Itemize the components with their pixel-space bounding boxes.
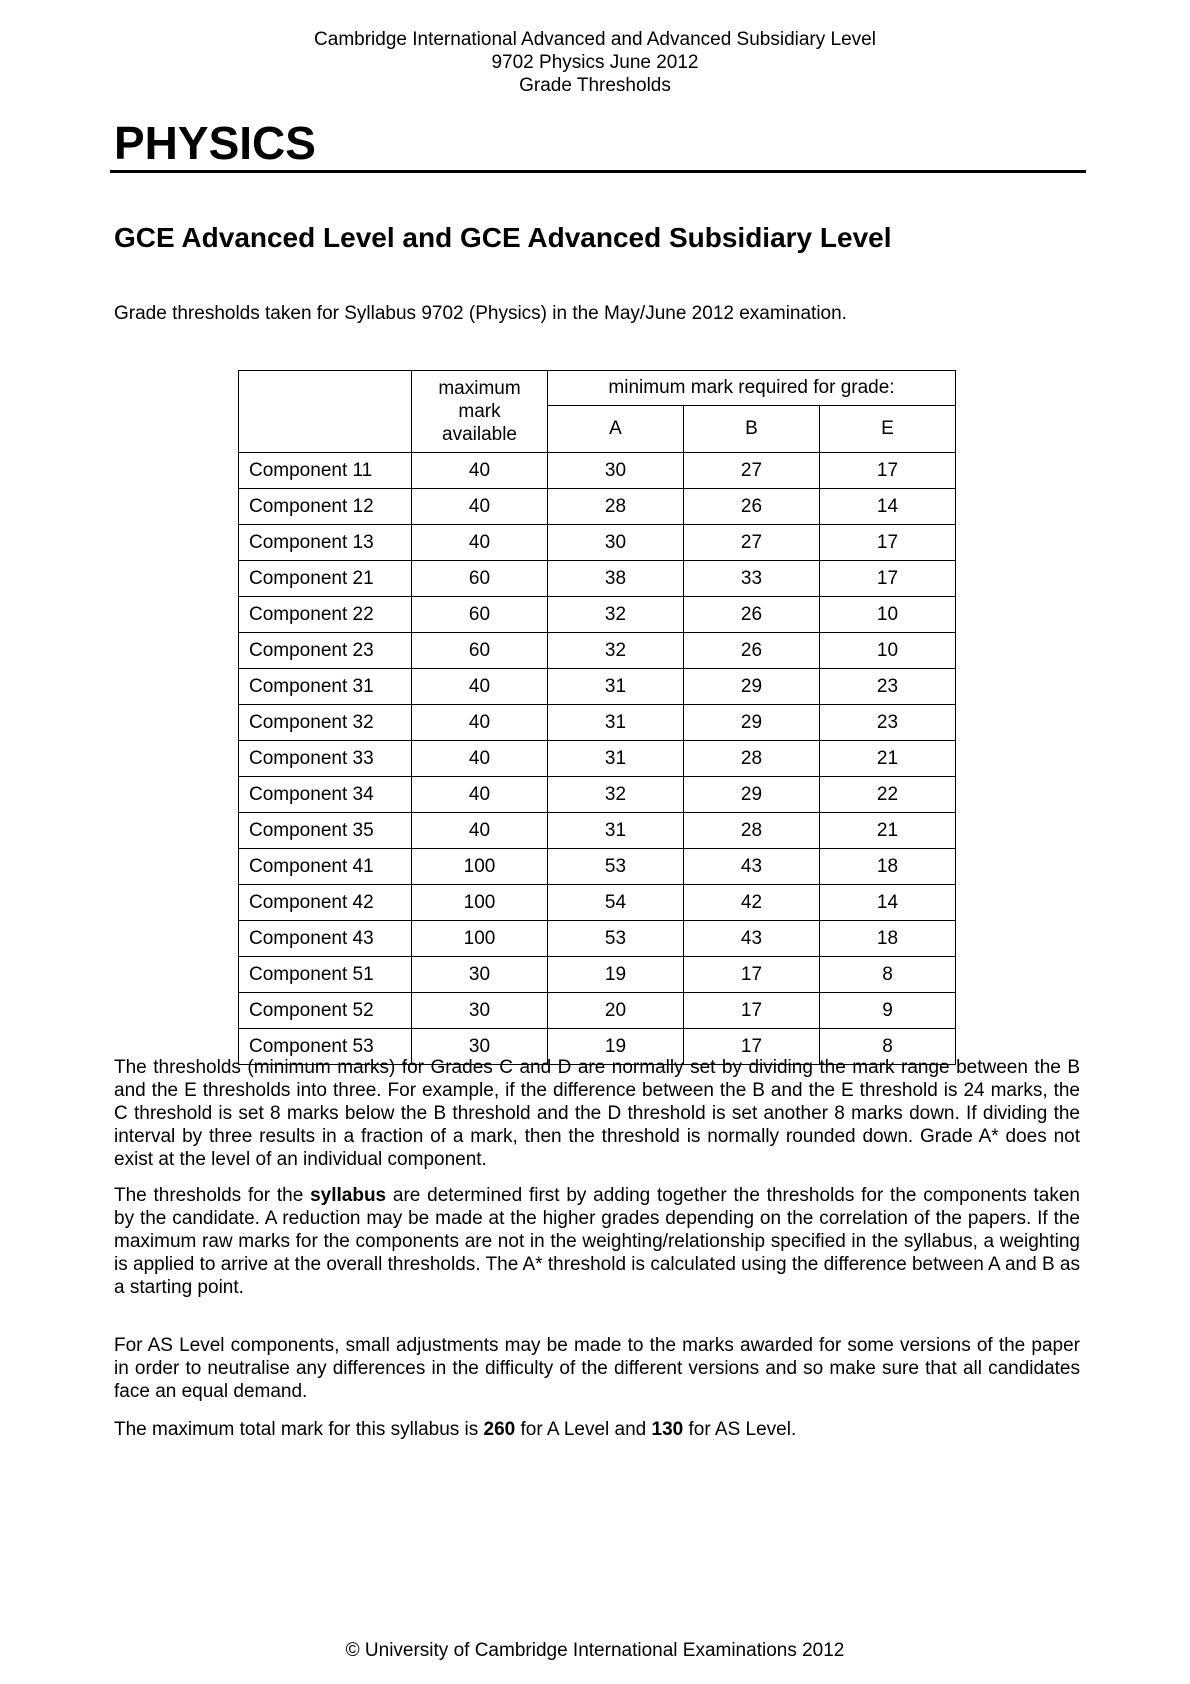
subject-title: PHYSICS: [114, 117, 316, 169]
grade-e-mark: 10: [820, 633, 956, 669]
component-name: Component 35: [239, 813, 412, 849]
table-row: [239, 777, 956, 813]
page-header: [0, 28, 1190, 97]
component-name: Component 22: [239, 597, 412, 633]
grade-a-mark: 30: [548, 453, 684, 489]
table-row: [239, 561, 956, 597]
component-name: Component 41: [239, 849, 412, 885]
grade-b-mark: 17: [684, 993, 820, 1029]
component-name: Component 21: [239, 561, 412, 597]
table-row: [239, 525, 956, 561]
table-row: [239, 669, 956, 705]
table-row: [239, 453, 956, 489]
component-name: Component 53: [239, 1029, 412, 1065]
component-name: Component 12: [239, 489, 412, 525]
grade-b-mark: 28: [684, 741, 820, 777]
max-mark-header: maximum mark available: [412, 371, 548, 453]
grade-a-mark: 19: [548, 957, 684, 993]
grade-b-mark: 42: [684, 885, 820, 921]
intro-text: Grade thresholds taken for Syllabus 9702 (Physics) in the May/June 2012 examination.: [114, 303, 847, 324]
grade-e-mark: 23: [820, 705, 956, 741]
level-heading: GCE Advanced Level and GCE Advanced Subsidiary Level: [114, 222, 892, 253]
grade-b-header: B: [684, 406, 820, 453]
component-name: Component 31: [239, 669, 412, 705]
grade-a-mark: 19: [548, 1029, 684, 1065]
grade-e-mark: 17: [820, 561, 956, 597]
maximum-mark: 100: [412, 885, 548, 921]
grade-a-mark: 31: [548, 669, 684, 705]
grade-b-mark: 17: [684, 1029, 820, 1065]
maximum-mark: 40: [412, 813, 548, 849]
header-line-1: Cambridge International Advanced and Advanced Subsidiary Level: [314, 29, 876, 50]
grade-b-mark: 43: [684, 849, 820, 885]
grade-a-mark: 20: [548, 993, 684, 1029]
grade-threshold-table: [238, 370, 956, 1065]
header-line-2: 9702 Physics June 2012: [491, 52, 699, 73]
table-row: [239, 741, 956, 777]
table-row: [239, 705, 956, 741]
grade-b-mark: 43: [684, 921, 820, 957]
component-name: Component 11: [239, 453, 412, 489]
maximum-mark: 60: [412, 597, 548, 633]
maximum-mark: 100: [412, 849, 548, 885]
component-name: Component 23: [239, 633, 412, 669]
grade-b-mark: 29: [684, 777, 820, 813]
header-line-3: Grade Thresholds: [519, 75, 671, 96]
maximum-mark: 60: [412, 633, 548, 669]
grade-b-mark: 29: [684, 669, 820, 705]
paragraph-syllabus-thresholds: The thresholds for the syllabus are determined first by adding together the thresholds for the components taken by the candidate. A reduction may be made at the higher grades depending on the correlation of the papers. If the maximum raw marks for the components are not in the weighting/relationship specified in the syllabus, a weighting is applied to arrive at the overall thresholds. The A* threshold is calculated using the difference between A and B as a starting point.: [114, 1185, 1080, 1298]
table-row: [239, 813, 956, 849]
maximum-mark: 30: [412, 993, 548, 1029]
grade-e-mark: 18: [820, 849, 956, 885]
maximum-mark: 40: [412, 741, 548, 777]
maximum-mark: 40: [412, 453, 548, 489]
a-level-total: 260: [483, 1419, 516, 1440]
paragraph-maximum-total: The maximum total mark for this syllabus is 260 for A Level and 130 for AS Level.: [114, 1419, 797, 1440]
grade-a-mark: 32: [548, 597, 684, 633]
component-name: Component 34: [239, 777, 412, 813]
grade-b-mark: 27: [684, 525, 820, 561]
grade-a-mark: 32: [548, 777, 684, 813]
maximum-mark: 40: [412, 489, 548, 525]
grade-a-mark: 54: [548, 885, 684, 921]
grade-e-mark: 23: [820, 669, 956, 705]
grade-e-mark: 18: [820, 921, 956, 957]
grade-a-mark: 30: [548, 525, 684, 561]
grade-b-mark: 26: [684, 489, 820, 525]
grade-b-mark: 33: [684, 561, 820, 597]
grade-b-mark: 17: [684, 957, 820, 993]
table-row: [239, 885, 956, 921]
component-name: Component 52: [239, 993, 412, 1029]
copyright-footer: © University of Cambridge International Examinations 2012: [345, 1640, 845, 1661]
grade-e-header: E: [820, 406, 956, 453]
grade-e-mark: 17: [820, 525, 956, 561]
as-level-total: 130: [651, 1419, 684, 1440]
paragraph-as-level-adjustments: For AS Level components, small adjustments may be made to the marks awarded for some versions of the paper in order to neutralise any differences in the difficulty of the different versions and so make sure that all candidates face an equal demand.: [114, 1335, 1080, 1402]
grade-a-mark: 53: [548, 921, 684, 957]
grade-e-mark: 8: [820, 957, 956, 993]
grade-a-mark: 28: [548, 489, 684, 525]
grade-b-mark: 26: [684, 597, 820, 633]
grade-a-mark: 31: [548, 813, 684, 849]
grade-a-header: A: [548, 406, 684, 453]
grade-e-mark: 14: [820, 489, 956, 525]
header-empty-cell: [239, 371, 412, 453]
grade-e-mark: 9: [820, 993, 956, 1029]
grade-a-mark: 31: [548, 705, 684, 741]
component-name: Component 43: [239, 921, 412, 957]
maximum-mark: 40: [412, 777, 548, 813]
component-name: Component 32: [239, 705, 412, 741]
syllabus-bold: syllabus: [310, 1185, 387, 1206]
grade-b-mark: 26: [684, 633, 820, 669]
grade-a-mark: 38: [548, 561, 684, 597]
component-name: Component 51: [239, 957, 412, 993]
min-mark-header: minimum mark required for grade:: [548, 371, 956, 406]
grade-b-mark: 27: [684, 453, 820, 489]
grade-e-mark: 21: [820, 741, 956, 777]
grade-e-mark: 21: [820, 813, 956, 849]
component-name: Component 33: [239, 741, 412, 777]
grade-e-mark: 8: [820, 1029, 956, 1065]
table-row: [239, 993, 956, 1029]
maximum-mark: 40: [412, 669, 548, 705]
table-row: [239, 597, 956, 633]
grade-b-mark: 28: [684, 813, 820, 849]
table-row: [239, 489, 956, 525]
grade-e-mark: 17: [820, 453, 956, 489]
maximum-mark: 60: [412, 561, 548, 597]
title-rule: [110, 170, 1086, 173]
maximum-mark: 30: [412, 1029, 548, 1065]
table-row: [239, 921, 956, 957]
grade-e-mark: 10: [820, 597, 956, 633]
grade-e-mark: 14: [820, 885, 956, 921]
table-row: [239, 849, 956, 885]
grade-e-mark: 22: [820, 777, 956, 813]
grade-b-mark: 29: [684, 705, 820, 741]
paragraph-grade-c-d: The thresholds (minimum marks) for Grades C and D are normally set by dividing the mark range between the B and the E thresholds into three. For example, if the difference between the B and the E threshold is 24 marks, the C threshold is set 8 marks below the B threshold and the D threshold is set another 8 marks down. If dividing the interval by three results in a fraction of a mark, then the threshold is normally rounded down. Grade A* does not exist at the level of an individual component.: [114, 1057, 1080, 1170]
grade-a-mark: 53: [548, 849, 684, 885]
maximum-mark: 40: [412, 525, 548, 561]
maximum-mark: 100: [412, 921, 548, 957]
component-name: Component 13: [239, 525, 412, 561]
grade-a-mark: 32: [548, 633, 684, 669]
table-row: [239, 957, 956, 993]
grade-a-mark: 31: [548, 741, 684, 777]
maximum-mark: 30: [412, 957, 548, 993]
table-row: [239, 633, 956, 669]
maximum-mark: 40: [412, 705, 548, 741]
component-name: Component 42: [239, 885, 412, 921]
